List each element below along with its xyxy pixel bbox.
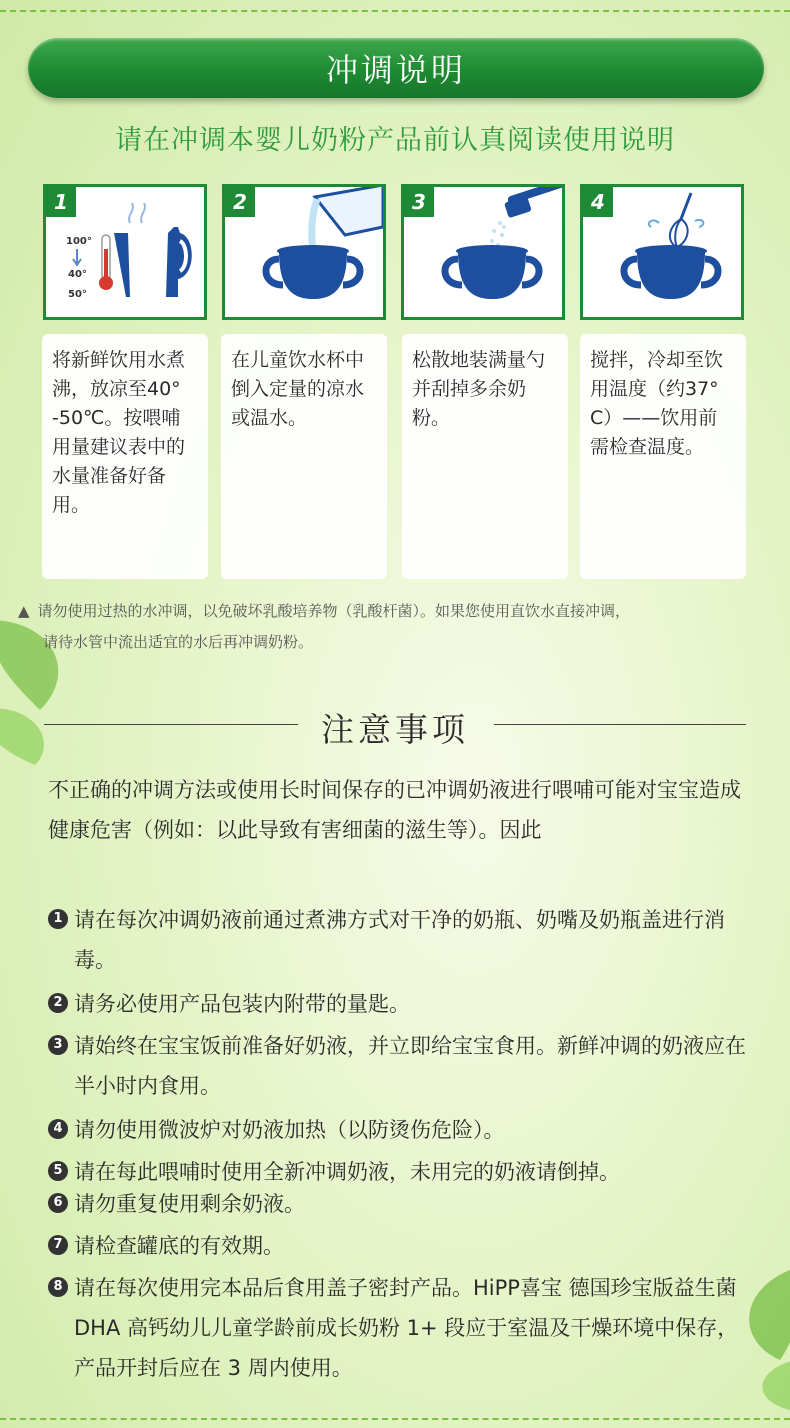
step-1-illustration xyxy=(43,184,207,320)
note-item-text: 请务必使用产品包装内附带的量匙。 xyxy=(74,992,410,1016)
number-badge: 2 xyxy=(48,993,68,1013)
note-item-4 xyxy=(48,1110,758,1150)
note-item-text: 请检查罐底的有效期。 xyxy=(74,1234,284,1258)
step-number: 4 xyxy=(583,187,613,217)
whisk-stir-cup-icon xyxy=(583,187,741,317)
number-badge: 1 xyxy=(48,909,68,929)
instruction-subtitle: 请在冲调本婴儿奶粉产品前认真阅读使用说明 xyxy=(115,125,675,156)
note-item-8 xyxy=(48,1268,758,1388)
step-number: 1 xyxy=(46,187,76,217)
warning-triangle-icon: ▲ xyxy=(18,602,30,620)
section-intro: 不正确的冲调方法或使用长时间保存的已冲调奶液进行喂哺可能对宝宝造成健康危害（例如：以此导致有害细菌的滋生等）。因此 xyxy=(48,778,741,842)
note-item-7 xyxy=(48,1226,758,1266)
warning-note xyxy=(18,596,770,658)
temp-label-50: 50° xyxy=(68,289,87,300)
step-2-text-card: 在儿童饮水杯中倒入定量的凉水或温水。 xyxy=(221,334,387,579)
note-item-text: 请勿重复使用剩余奶液。 xyxy=(74,1192,305,1216)
number-badge: 7 xyxy=(48,1235,68,1255)
step-number: 3 xyxy=(404,187,434,217)
step-1-text-card: 将新鲜饮用水煮沸，放凉至40° -50℃。按喂哺用量建议表中的水量准备好备用。 xyxy=(42,334,208,579)
scoop-powder-cup-icon xyxy=(404,187,562,317)
temp-label-100: 100° xyxy=(66,236,92,247)
step-3-text-card: 松散地装满量勺并刮掉多余奶粉。 xyxy=(402,334,568,579)
warning-note-line1: 请勿使用过热的水冲调，以免破坏乳酸培养物（乳酸杆菌）。如果您使用直饮水直接冲调， xyxy=(37,602,631,620)
note-item-text: 请在每此喂哺时使用全新冲调奶液，未用完的奶液请倒掉。 xyxy=(74,1160,620,1184)
section-heading xyxy=(0,700,790,750)
number-badge: 6 xyxy=(48,1193,68,1213)
note-item-text: 请在每次使用完本品后食用盖子密封产品。HiPP喜宝 德国珍宝版益生菌 DHA 高钙幼儿儿童学龄前成长奶粉 1+ 段应于室温及干燥环境中保存，产品开封后应在 3 周内使用。 xyxy=(74,1276,739,1380)
pour-water-cup-icon xyxy=(225,187,383,317)
header-banner xyxy=(28,38,764,98)
note-item-text: 请在每次冲调奶液前通过煮沸方式对干净的奶瓶、奶嘴及奶瓶盖进行消毒。 xyxy=(74,908,725,972)
heading-rule-right xyxy=(494,724,746,725)
warning-note-line2: 请待水管中流出适宜的水后再冲调奶粉。 xyxy=(43,633,314,651)
step-number: 2 xyxy=(225,187,255,217)
note-item-1 xyxy=(48,900,758,980)
number-badge: 3 xyxy=(48,1035,68,1055)
step-3-illustration xyxy=(401,184,565,320)
number-badge: 4 xyxy=(48,1119,68,1139)
note-item-text: 请勿使用微波炉对奶液加热（以防烫伤危险）。 xyxy=(74,1118,505,1142)
page-title: 冲调说明 xyxy=(325,51,466,89)
note-item-3 xyxy=(48,1026,758,1106)
number-badge: 8 xyxy=(48,1277,68,1297)
temp-label-40: 40° xyxy=(68,269,87,280)
step-4-illustration xyxy=(580,184,744,320)
note-item-6 xyxy=(48,1184,758,1224)
section-title: 注意事项 xyxy=(321,710,469,749)
kettle-thermometer-icon xyxy=(46,187,204,317)
bottom-dashed-divider xyxy=(0,1418,790,1420)
step-4-text-card: 搅拌，冷却至饮用温度（约37° C）——饮用前需检查温度。 xyxy=(580,334,746,579)
top-dashed-divider xyxy=(0,10,790,12)
note-item-2 xyxy=(48,984,758,1024)
note-item-text: 请始终在宝宝饭前准备好奶液，并立即给宝宝食用。新鲜冲调的奶液应在半小时内食用。 xyxy=(74,1034,746,1098)
number-badge: 5 xyxy=(48,1161,68,1181)
step-2-illustration xyxy=(222,184,386,320)
